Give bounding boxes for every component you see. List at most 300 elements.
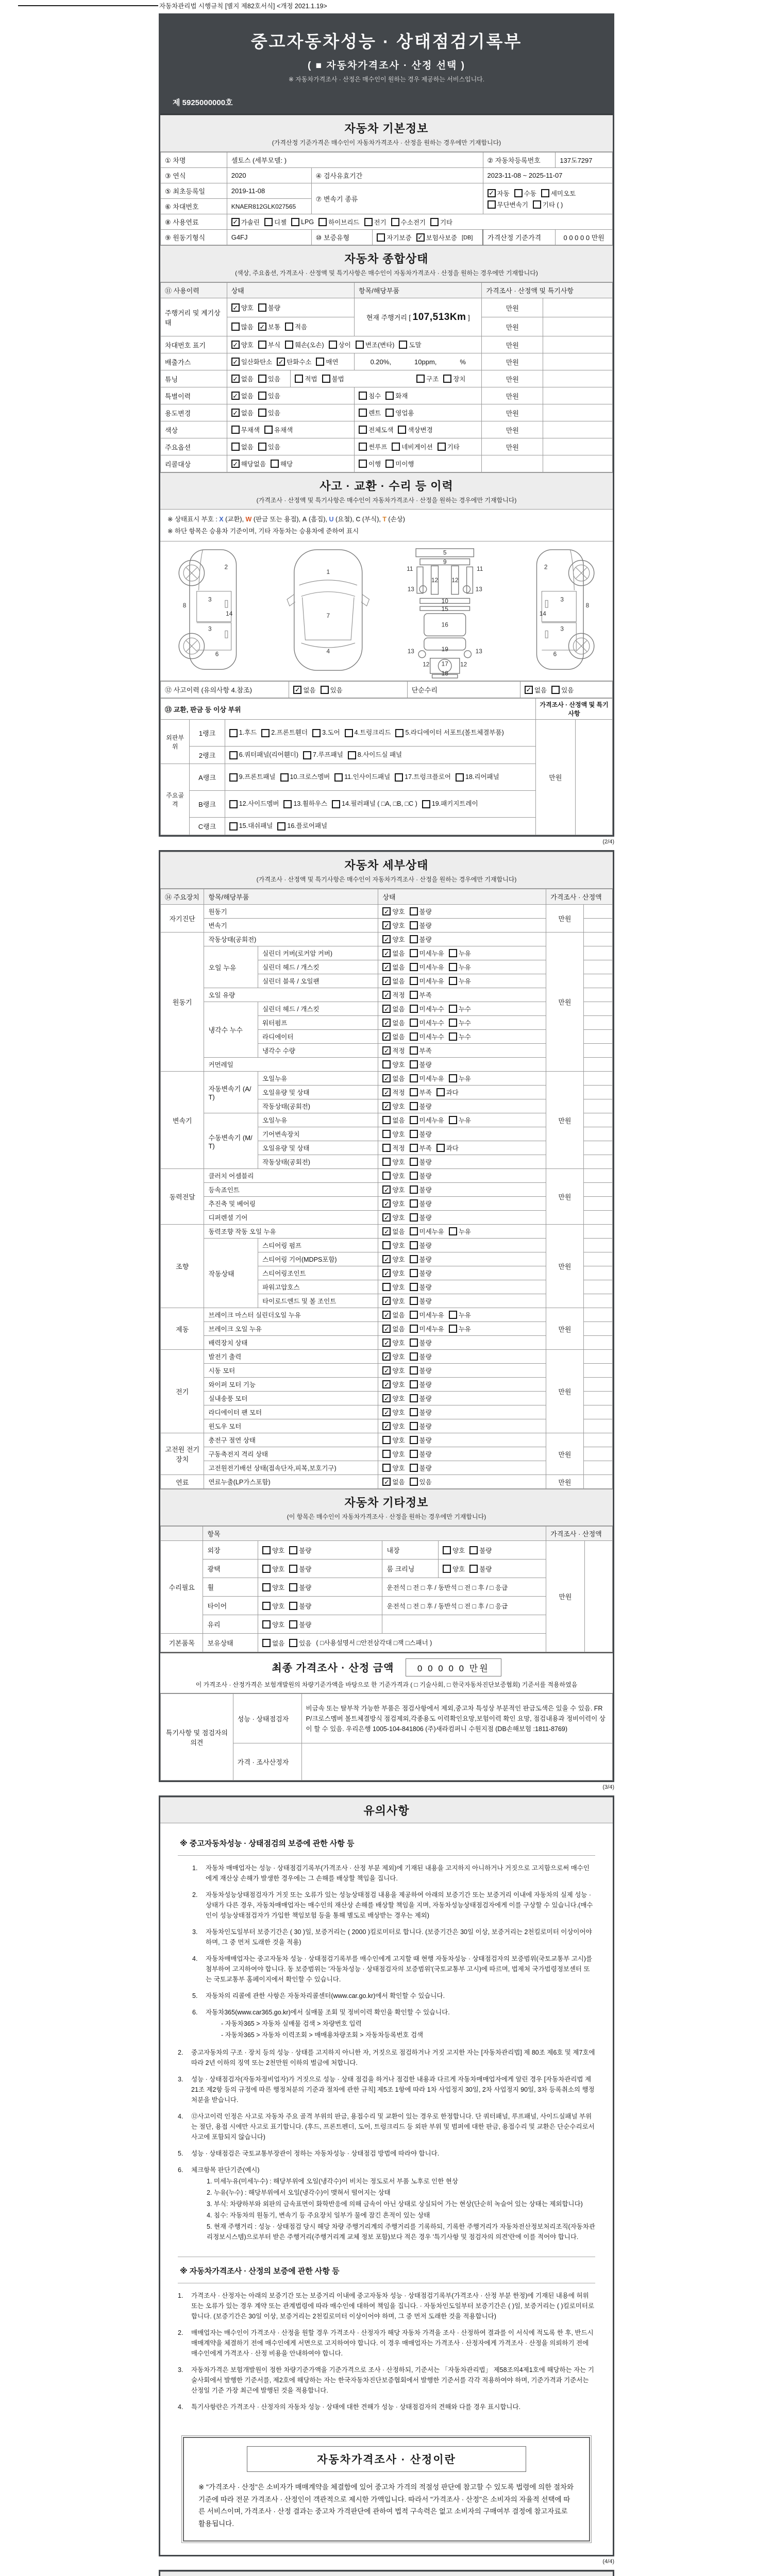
checkbox-option[interactable] [382,1213,405,1222]
checkbox-option[interactable] [469,1564,492,1573]
checkbox-option[interactable] [385,459,414,468]
checkbox-option[interactable] [382,1046,405,1055]
checkbox-option[interactable] [410,1046,432,1055]
state-options [378,1099,546,1113]
checkbox-option[interactable] [258,408,280,417]
checkbox-option[interactable] [382,1004,405,1013]
checkbox-option[interactable] [303,749,343,761]
transmission-options [483,183,612,214]
checkbox-option[interactable] [264,217,287,227]
checkbox-option[interactable] [229,820,273,833]
checkbox-option[interactable] [385,391,408,400]
price-note [583,1378,612,1392]
checkbox-option[interactable] [382,1408,405,1417]
checkbox-option[interactable] [262,1564,284,1573]
price-note [583,1113,612,1127]
symbol-u: U [329,516,334,523]
price-amount: 만원 [546,1433,583,1475]
checkbox-option[interactable] [392,442,432,451]
checkbox-icon [410,1144,418,1152]
checkbox-option[interactable] [258,442,280,451]
checkbox-icon [449,1311,457,1319]
checkbox-option[interactable] [382,1060,405,1069]
checkbox-option[interactable] [443,1564,465,1573]
checkbox-option[interactable] [382,948,405,958]
checkbox-option[interactable] [231,217,260,227]
sub-item-label: 냉각수 수량 [258,1044,378,1058]
checkbox-option[interactable] [382,1380,405,1389]
checkbox-option[interactable] [410,1380,432,1389]
checkbox-option[interactable] [416,374,439,383]
checkbox-option[interactable] [449,1115,471,1125]
checkbox-option[interactable] [231,391,254,400]
checkbox-option[interactable] [382,1143,405,1153]
table-row [161,1378,613,1392]
checkbox-option[interactable] [410,990,432,999]
checkbox-option[interactable] [449,962,471,972]
checkbox-option[interactable] [398,425,432,434]
checkbox-option[interactable] [533,200,563,209]
checkbox-option[interactable] [258,303,280,312]
checkbox-icon [312,729,321,737]
checkbox-option[interactable] [438,442,460,451]
checkbox-checked-icon: ✓ [231,392,240,400]
checkbox-option[interactable] [277,357,311,366]
device-group-label: 변속기 [161,1072,204,1169]
checkbox-option[interactable] [410,1463,432,1472]
checkbox-option[interactable] [359,391,381,400]
checkbox-option[interactable] [410,1018,444,1027]
checkbox-icon [382,1116,391,1124]
checkbox-option[interactable] [385,408,414,417]
inspection-value: 2023-11-08 ~ 2025-11-07 [483,168,612,183]
checkbox-option[interactable] [410,1115,444,1125]
checkbox-option[interactable] [316,357,338,366]
item-label: 추진축 및 베어링 [204,1197,378,1211]
checkbox-option[interactable] [329,340,351,349]
checkbox-option[interactable] [289,1546,311,1555]
diagram-zone-number: 2 [544,563,548,571]
checkbox-option[interactable] [410,1088,432,1097]
checkbox-option[interactable] [382,1477,405,1486]
checkbox-option[interactable] [410,962,444,972]
checkbox-label: 훼손(오손) [295,342,324,349]
checkbox-option[interactable] [382,990,405,999]
note-item-text: ⑫사고이력 인정은 사고로 자동차 주요 골격 부위의 판금, 용접수리 및 교환이 있는 경우로 한정합니다. 단 쿼터패널, 루프패널, 사이드실패널 부위는 절단, 용접 시에만 사고로 표기합니다. (후드, 프론트펜더, 도어, 트렁크리드 등 외판 부위 및 범퍼에 대한 판금, 용접수리 및 교환은 단순수리로서 사고에 포함되지 않습니다) [191,2113,595,2141]
checkbox-label: 15.대쉬패널 [239,822,273,829]
note-item [192,1890,595,1921]
sub-item-label: 실린더 블록 / 오일팬 [258,974,378,988]
price-note [543,387,613,404]
checkbox-option[interactable] [410,1324,444,1333]
checkbox-option[interactable] [291,218,314,226]
mileage-label: 주행거리 및 계기상태 [161,298,227,336]
appraiser-opinion-text [301,1743,612,1781]
checkbox-label: 누유 [458,1312,472,1319]
car-underbody-view [407,549,483,678]
checkbox-icon [449,1019,457,1027]
checkbox-option[interactable] [289,1564,311,1573]
checkbox-option[interactable] [382,1018,405,1027]
checkbox-checked-icon: ✓ [382,1005,391,1013]
checkbox-option[interactable] [449,948,471,958]
checkbox-option[interactable] [410,1449,432,1459]
checkbox-label: 불량 [419,1367,432,1375]
checkbox-option[interactable] [231,459,266,468]
checkbox-label: 불법 [331,376,344,383]
checkbox-option[interactable] [410,1366,432,1375]
checkbox-icon [410,1380,418,1388]
checkbox-option[interactable] [382,1338,405,1347]
price-note [583,1044,612,1058]
checkbox-option[interactable] [382,1032,405,1041]
warranty-label: ⑩ 보증유형 [311,230,373,245]
checkbox-option[interactable] [382,921,405,930]
checkbox-option[interactable] [382,1227,405,1236]
checkbox-option[interactable] [382,976,405,986]
checkbox-option[interactable] [231,442,254,451]
checkbox-option[interactable] [382,1074,405,1083]
price-note [583,1364,612,1378]
checkbox-option[interactable] [443,1546,465,1555]
checkbox-option[interactable] [283,798,327,810]
checkbox-option[interactable] [410,1421,432,1431]
checkbox-option[interactable] [410,1241,432,1250]
checkbox-option[interactable] [449,1310,471,1319]
checkbox-option[interactable] [449,1032,471,1041]
checkbox-icon [398,426,406,434]
checkbox-option[interactable] [382,1171,405,1180]
table-header-row [161,1527,613,1541]
table-row [161,421,613,438]
inspector-label: 성능 · 상태점검자 [233,1694,301,1743]
checkbox-option[interactable] [285,340,324,349]
checkbox-option[interactable] [261,727,308,739]
checkbox-option[interactable] [410,1129,432,1139]
checkbox-option[interactable] [289,1620,311,1629]
checkbox-label: 기타 [447,444,460,451]
checkbox-option[interactable] [289,1601,311,1611]
checkbox-option[interactable] [321,685,343,694]
checkbox-option[interactable] [295,374,317,383]
checkbox-option[interactable] [382,1129,405,1139]
checkbox-option[interactable] [229,771,276,784]
checkbox-label: 불량 [419,1465,432,1472]
checkbox-option[interactable] [359,442,387,451]
checkbox-option[interactable] [382,1324,405,1333]
symbol-c: C [356,516,361,523]
device-group-label: 자기진단 [161,905,204,933]
checkbox-option[interactable] [382,1352,405,1361]
checkbox-option[interactable] [391,217,426,227]
checkbox-option[interactable] [364,217,386,227]
checkbox-option[interactable] [382,1282,405,1292]
diagram-zone-number: 12 [423,660,430,668]
checkbox-option[interactable] [231,357,272,366]
checkbox-option[interactable] [231,425,260,434]
checkbox-option[interactable] [348,749,402,761]
checkbox-option[interactable] [322,374,344,383]
checkbox-option[interactable] [231,303,254,312]
checkbox-icon [410,991,418,999]
checkbox-option[interactable] [289,1638,311,1648]
checkbox-option[interactable] [410,1435,432,1445]
checkbox-option[interactable] [410,1477,432,1486]
checkbox-option[interactable] [436,1088,459,1097]
checkbox-option[interactable] [382,1296,405,1306]
checkbox-label: 침수 [368,393,381,400]
checkbox-label: 4.트렁크리드 [354,728,391,736]
note-item-text: 자동차의 리콜에 관한 사항은 자동차리콜센터(www.car.go.kr)에서 확인할 수 있습니다. [206,1992,445,1999]
checkbox-option[interactable] [449,1324,471,1333]
checkbox-option[interactable] [410,921,432,930]
checkbox-option[interactable] [289,1583,311,1592]
state-options [378,1419,546,1433]
checkbox-option[interactable] [443,374,465,383]
checkbox-option[interactable] [410,935,432,944]
reg-no-label: ② 자동차등록번호 [483,152,556,168]
checkbox-option[interactable] [410,1101,432,1111]
checkbox-option[interactable] [382,1421,405,1431]
checkbox-option[interactable] [382,962,405,972]
checkbox-option[interactable] [469,1546,492,1555]
checkbox-option[interactable] [410,1171,432,1180]
checkbox-label: 있음 [330,686,343,694]
appraisal-box-body: ※ "가격조사 · 산정"은 소비자가 매매계약을 체결함에 있어 중고차 가격의 적절성 판단에 참고할 수 있도록 법령에 의한 절차와 기준에 따라 전문 가격조사 · 산정인이 객관적으로 제시한 가액입니다. 따라서 "가격조사 · 산정"은 소비자의 자율적 선택에 따른 서비스이며, 가격조사 · 산정 결과는 중고차 가격판단에 관하여 법적 구속력은 없고 소비자의 구매여부 결정에 참고자료로 활용됩니다. [198,2483,574,2528]
checkbox-option[interactable] [258,374,280,383]
checkbox-label: 불량 [299,1584,312,1591]
checkbox-option[interactable] [356,340,395,349]
checkbox-option[interactable] [410,1032,444,1041]
checkbox-option[interactable] [262,1546,284,1555]
checkbox-option[interactable] [395,727,503,739]
checkbox-option[interactable] [382,1157,405,1166]
checkbox-option[interactable] [382,1241,405,1250]
state-options [378,1461,546,1475]
checkbox-label: 없음 [241,376,254,383]
checkbox-label: 2.프론트휀더 [271,728,308,736]
checkbox-option[interactable] [277,820,327,833]
checkbox-option[interactable] [318,217,359,227]
checkbox-option[interactable] [541,189,576,198]
state-options [378,919,546,933]
checkbox-option[interactable] [430,217,452,227]
checkbox-option[interactable] [410,907,432,916]
checkbox-option[interactable] [410,1296,432,1306]
checkbox-option[interactable] [436,1143,459,1153]
checkbox-icon [264,426,273,434]
state-options [378,1016,546,1030]
checkbox-label: 세미오토 [550,190,576,197]
checkbox-checked-icon: ✓ [382,1366,391,1375]
checkbox-option[interactable] [271,459,293,468]
price-note [583,1183,612,1197]
checkbox-checked-icon: ✓ [382,1255,391,1263]
checkbox-icon [382,1158,391,1166]
checkbox-checked-icon: ✓ [231,358,240,366]
checkbox-icon [410,1185,418,1194]
checkbox-option[interactable] [449,1227,471,1236]
checkbox-option[interactable] [410,1074,444,1083]
checkbox-option[interactable] [229,749,298,761]
checkbox-option[interactable] [285,322,307,331]
checkbox-option[interactable] [345,727,391,739]
checkbox-label: 미세누수 [419,1006,444,1013]
state-options [378,1336,546,1350]
table-row [161,1211,613,1225]
checkbox-label: 없음 [392,1117,405,1124]
checkbox-option[interactable] [410,1004,444,1013]
item-label: 오일 누유 [204,946,258,988]
table-row [161,946,613,960]
checkbox-option[interactable] [382,1435,405,1445]
page-1 [159,13,614,837]
checkbox-option[interactable] [410,1060,432,1069]
checkbox-option[interactable] [332,798,417,810]
section-accident-header [160,472,613,510]
checkbox-option[interactable] [382,1394,405,1403]
checkbox-option[interactable] [551,685,574,694]
checkbox-checked-icon: ✓ [382,1213,391,1222]
checkbox-option[interactable] [231,340,254,349]
appraiser-label: 가격 · 조사산정자 [233,1743,301,1781]
checkbox-option[interactable] [410,1255,432,1264]
checkbox-option[interactable] [262,1601,284,1611]
checkbox-option[interactable] [410,1185,432,1194]
checkbox-option[interactable] [410,1143,432,1153]
checkbox-option[interactable] [382,907,405,916]
checkbox-option[interactable] [410,948,444,958]
item-label: 브레이크 마스터 실린더오일 누유 [204,1308,378,1322]
checkbox-option[interactable] [449,1018,471,1027]
checkbox-option[interactable] [382,935,405,944]
checkbox-icon [449,1032,457,1041]
note-sub-item: 3. 부식: 차량하부와 외판의 금속표면이 화학반응에 의해 금속이 아닌 상태로 상실되어 가는 현상(단순히 녹슬어 있는 상태는 제외합니다) [207,2200,583,2208]
checkbox-option[interactable] [525,685,547,694]
checkbox-icon [449,1005,457,1013]
checkbox-icon [262,1602,271,1610]
checkbox-option[interactable] [456,771,499,784]
checkbox-option[interactable] [262,1620,284,1629]
checkbox-label: 보통 [267,324,281,331]
checkbox-option[interactable] [262,1583,284,1592]
glass-label: 유리 [203,1615,258,1634]
checkbox-option[interactable] [258,340,280,349]
checkbox-option[interactable] [377,233,411,242]
table-row [161,1183,613,1197]
checkbox-icon [261,729,270,737]
checkbox-option[interactable] [382,1449,405,1459]
state-options [378,1239,546,1252]
checkbox-option[interactable] [410,976,444,986]
checkbox-option[interactable] [410,1268,432,1278]
emission-values: 0.20%, 10ppm, % [355,353,482,370]
tuning-label: 튜닝 [161,370,227,387]
etc-blank-header [161,1527,203,1541]
checkbox-option[interactable] [382,1366,405,1375]
checkbox-option[interactable] [382,1268,405,1278]
checkbox-icon [410,1172,418,1180]
checkbox-option[interactable] [416,233,457,242]
checkbox-option[interactable] [410,1408,432,1417]
checkbox-option[interactable] [410,1394,432,1403]
price-amount: 만원 [546,1308,583,1350]
checkbox-option[interactable] [410,1157,432,1166]
diagram-zone-number: 6 [215,650,219,658]
checkbox-option[interactable] [382,1310,405,1319]
checkbox-option[interactable] [382,1185,405,1194]
checkbox-option[interactable] [231,408,254,417]
checkbox-label: 3.도어 [322,728,340,736]
table-row [161,183,613,199]
checkbox-option[interactable] [410,1338,432,1347]
checkbox-option[interactable] [399,340,421,349]
section-basic-title: 자동차 기본정보 [344,122,429,135]
checkbox-icon [318,218,327,226]
checkbox-option[interactable] [262,1638,284,1648]
checkbox-option[interactable] [488,200,528,209]
color-label: 색상 [161,421,227,438]
checkbox-option[interactable] [410,1282,432,1292]
checkbox-option[interactable] [449,976,471,986]
checkbox-option[interactable] [258,322,280,331]
checkbox-option[interactable] [293,685,315,694]
checkbox-option[interactable] [449,1074,471,1083]
checkbox-icon [410,977,418,985]
price-amount: 만원 [482,298,543,317]
item-label: 자동변속기 (A/T) [204,1072,258,1113]
checkbox-icon [410,1366,418,1375]
checkbox-option[interactable] [229,798,279,810]
table-row [161,1197,613,1211]
checkbox-option[interactable] [382,1101,405,1111]
rank-label: A랭크 [190,764,225,791]
checkbox-icon [382,1283,391,1291]
checkbox-option[interactable] [422,798,478,810]
price-note [543,336,613,353]
checkbox-label: 양호 [392,1381,405,1388]
checkbox-option[interactable] [410,1352,432,1361]
checkbox-option[interactable] [382,1088,405,1097]
checkbox-option[interactable] [359,408,381,417]
checkbox-option[interactable] [382,1115,405,1125]
checkbox-option[interactable] [312,727,340,739]
checkbox-option[interactable] [359,425,393,434]
checkbox-option[interactable] [264,425,293,434]
checkbox-option[interactable] [231,322,254,331]
checkbox-option[interactable] [382,1199,405,1208]
checkbox-option[interactable] [382,1463,405,1472]
checkbox-option[interactable] [280,771,330,784]
checkbox-option[interactable] [334,771,390,784]
checkbox-option[interactable] [514,189,536,198]
checkbox-option[interactable] [395,771,451,784]
checkbox-option[interactable] [410,1310,444,1319]
price-amount: 만원 [482,404,543,421]
checkbox-option[interactable] [382,1255,405,1264]
checkbox-option[interactable] [231,374,254,383]
checkbox-option[interactable] [449,1004,471,1013]
checkbox-option[interactable] [410,1213,432,1222]
tire-options [258,1597,382,1615]
checkbox-option[interactable] [410,1227,444,1236]
checkbox-option[interactable] [410,1199,432,1208]
checkbox-option[interactable] [229,727,257,739]
state-options [378,1002,546,1016]
checkbox-option[interactable] [258,391,280,400]
checkbox-option[interactable] [359,459,381,468]
checkbox-option[interactable] [488,189,510,198]
